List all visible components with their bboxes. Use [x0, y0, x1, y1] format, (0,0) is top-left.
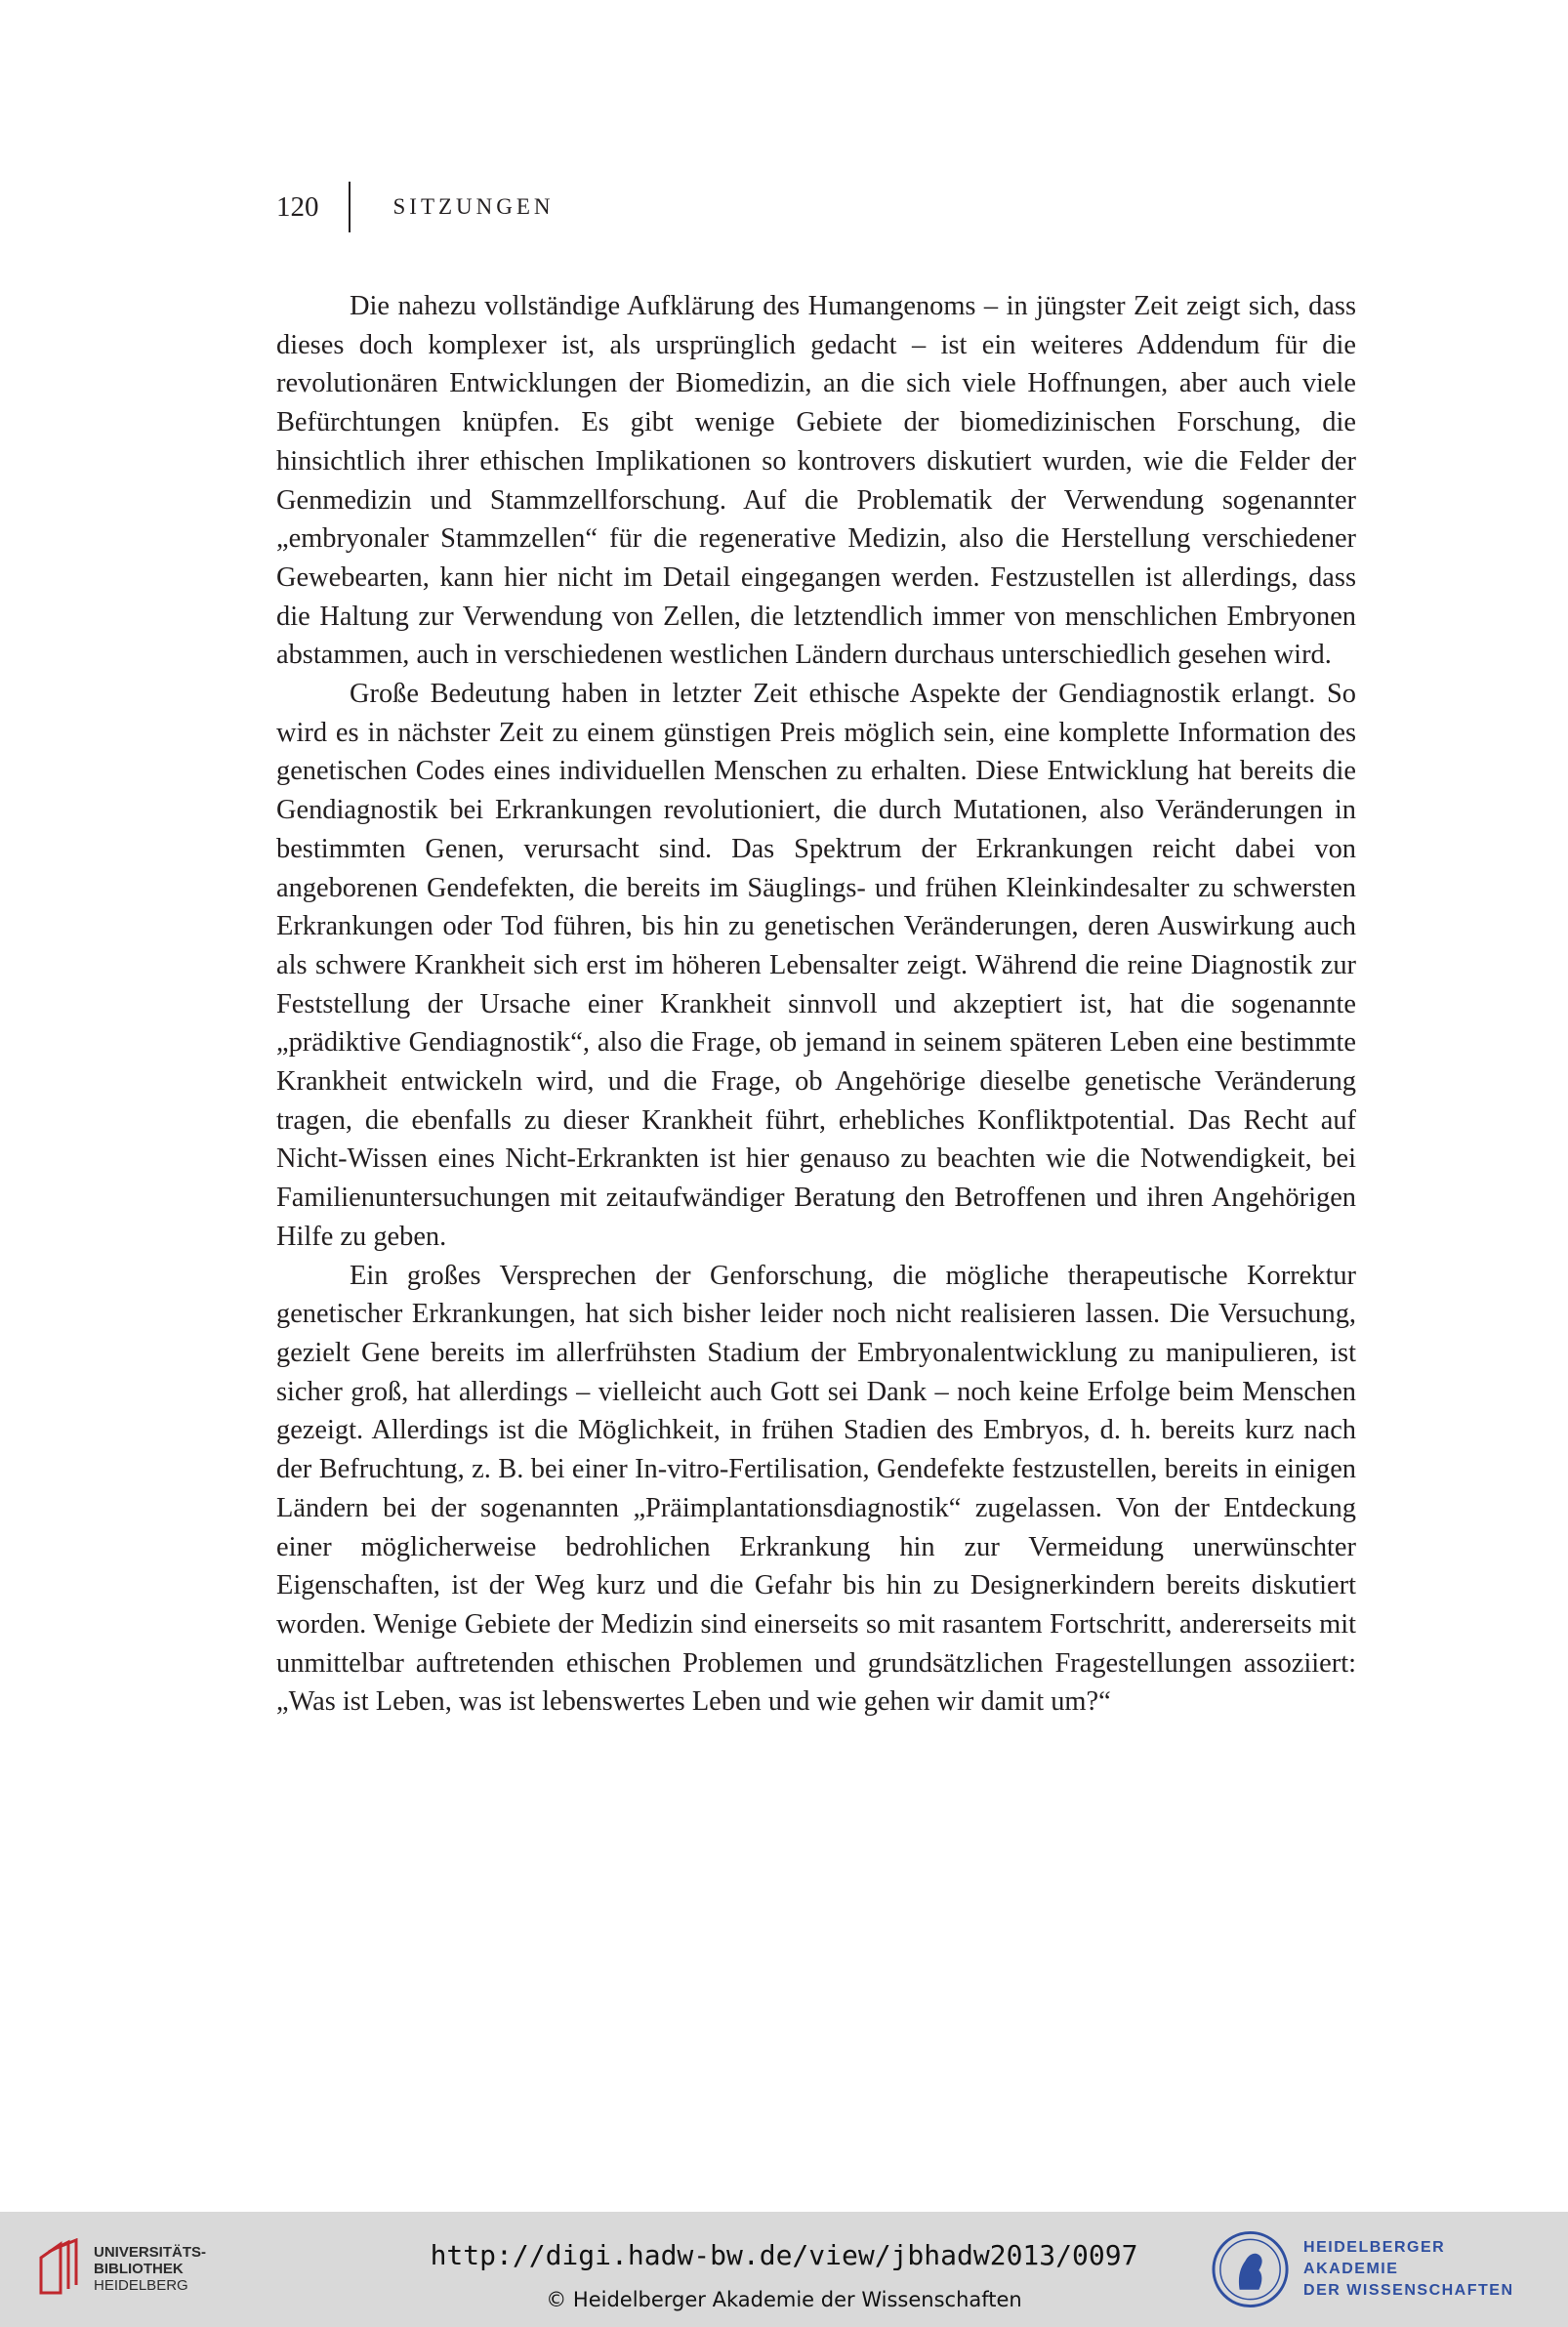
paragraph-3: Ein großes Versprechen der Genforschung, die mögliche therapeutische Korrektur genetischer Erkrankungen, hat sich bisher leider noch nicht realisieren lassen. Die Versuchung, gezielt Gene bereits im allerfrühsten Stadium der Embryonalentwicklung zu manipulieren, ist sicher groß, hat allerdings – vielleicht auch Gott sei Dank – noch keine Erfolge beim Menschen gezeigt. Allerdings ist die Möglichkeit, in frühen Stadien des Embryos, d. h. bereits kurz nach der Befruchtung, z. B. bei einer In-vitro-Fertilisation, Gendefekte festzustellen, bereits in einigen Ländern bei der sogenannten „Präimplantationsdiagnostik“ zugelassen. Von der Entdeckung einer möglicherweise bedrohlichen Erkrankung hin zur Vermeidung unerwünschter Eigenschaften, ist der Weg kurz und die Gefahr bis hin zu Designerkindern bereits diskutiert worden. Wenige Gebiete der Medizin sind einerseits so mit rasantem Fortschritt, andererseits mit unmittelbar auftretenden ethischen Problemen und grundsätzlichen Fragestellungen assoziiert: „Was ist Leben, was ist lebenswertes Leben und wie gehen wir damit um?“ — [276, 1260, 1356, 1718]
source-url-link[interactable]: http://digi.hadw-bw.de/view/jbhadw2013/0097 — [430, 2239, 1138, 2271]
header-divider — [349, 182, 351, 232]
paragraph-2: Große Bedeutung haben in letzter Zeit ethische Aspekte der Gendiagnostik erlangt. So wird es in nächster Zeit zu einem günstigen Preis möglich sein, eine komplette Information des genetischen Codes eines individuellen Menschen zu erhalten. Diese Entwicklung hat bereits die Gendiagnostik bei Erkrankungen revolutioniert, die durch Mutationen, also Veränderungen in bestimmten Genen, verursacht sind. Das Spektrum der Erkrankungen reicht dabei von angeborenen Gendefekten, die bereits im Säuglings- und frühen Kleinkindesalter zu schwersten Erkrankungen oder Tod führen, bis hin zu genetischen Veränderungen, deren Auswirkung auch als schwere Krankheit sich erst im höheren Lebensalter zeigt. Während die reine Diagnostik zur Feststellung der Ursache einer Krankheit sinnvoll und akzeptiert ist, hat die sogenannte „prädiktive Gendiagnostik“, also die Frage, ob jemand in seinem späteren Leben eine bestimmte Krankheit entwickeln wird, und die Frage, ob Angehörige dieselbe genetische Veränderung tragen, die ebenfalls zu dieser Krankheit führt, erhebliches Konfliktpotential. Das Recht auf Nicht-Wissen eines Nicht-Erkrankten ist hier genauso zu beachten wie die Notwendigkeit, bei Familienuntersuchungen mit zeitaufwändiger Beratung den Betroffenen und ihren Angehörigen Hilfe zu geben. — [276, 679, 1356, 1252]
hadw-logo-text: HEIDELBERGER AKADEMIE DER WISSENSCHAFTEN — [1303, 2239, 1514, 2299]
page-number: 120 — [276, 190, 319, 223]
section-title: SITZUNGEN — [392, 194, 555, 219]
running-head — [276, 186, 555, 229]
hadw-logo[interactable] — [1211, 2227, 1543, 2311]
ub-logo-text: UNIVERSITÄTS- BIBLIOTHEK HEIDELBERG — [94, 2243, 207, 2294]
copyright-notice: © Heidelberger Akademie der Wissenschaften — [546, 2288, 1022, 2311]
body-text — [276, 287, 1356, 1722]
footer-bar — [0, 2212, 1568, 2327]
paragraph-1: Die nahezu vollständige Aufklärung des Humangenoms – in jüngster Zeit zeigt sich, dass dieses doch komplexer ist, als ursprünglich gedacht – ist ein weiteres Addendum für die revolutionären Entwicklungen der Biomedizin, an die sich viele Hoffnungen, aber auch viele Befürchtungen knüpfen. Es gibt wenige Gebiete der biomedizinischen Forschung, die hinsichtlich ihrer ethischen Implikationen so kontrovers diskutiert wurden, wie die Felder der Genmedizin und Stammzellforschung. Auf die Problematik der Verwendung sogenannter „embryonaler Stammzellen“ für die regenerative Medizin, also die Herstellung verschiedener Gewebearten, kann hier nicht im Detail eingegangen werden. Festzustellen ist allerdings, dass die Haltung zur Verwendung von Zellen, die letztendlich immer von menschlichen Embryonen abstammen, auch in verschiedenen westlichen Ländern durchaus unterschiedlich gesehen wird. — [276, 291, 1356, 671]
academy-seal-icon — [1211, 2229, 1290, 2309]
